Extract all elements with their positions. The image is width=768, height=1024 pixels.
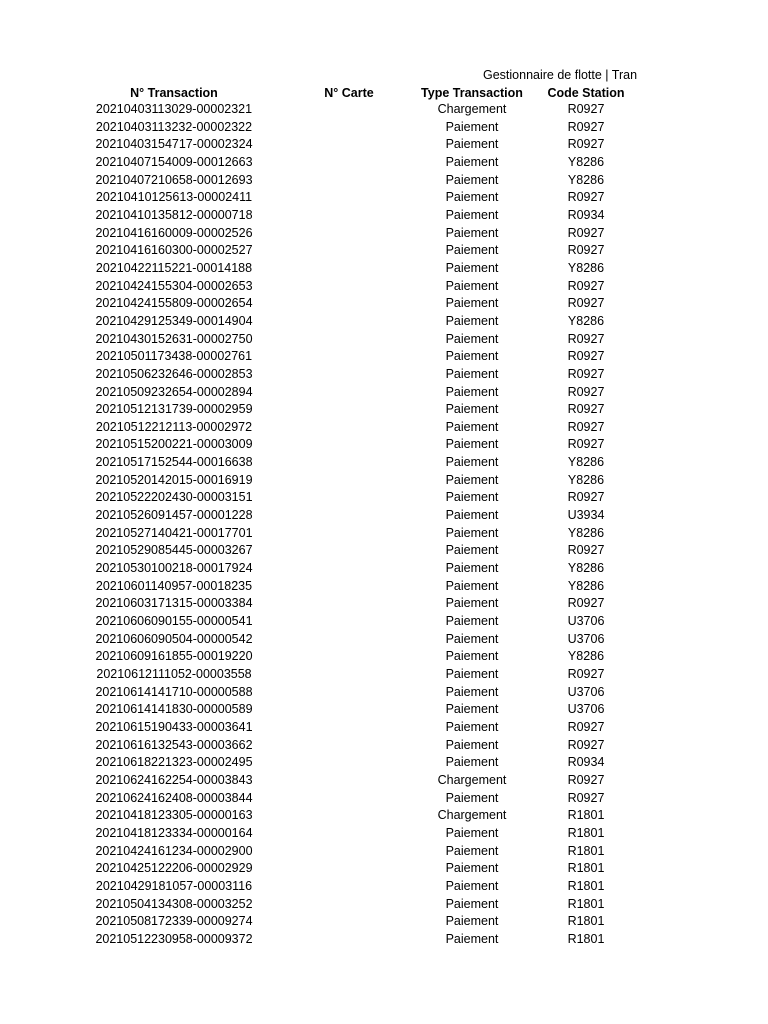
station-code-cell[interactable]: U3706 xyxy=(567,702,605,717)
station-code-cell[interactable]: U3934 xyxy=(567,508,605,523)
transaction-type-cell[interactable]: Paiement xyxy=(445,508,499,523)
transaction-type-cell[interactable]: Chargement xyxy=(437,808,507,823)
station-code-cell[interactable]: R0927 xyxy=(567,402,605,417)
transaction-number-cell[interactable]: 20210416160300-00002527 xyxy=(95,243,253,258)
card-number-cell[interactable] xyxy=(290,348,408,366)
transaction-number-cell[interactable]: 20210601140957-00018235 xyxy=(95,578,253,593)
transaction-type-cell[interactable]: Paiement xyxy=(445,543,499,558)
table-row xyxy=(0,878,768,896)
transaction-number-cell[interactable]: 20210508172339-00009274 xyxy=(95,914,253,929)
station-code-cell[interactable]: R0927 xyxy=(567,772,605,787)
table-row xyxy=(0,295,768,313)
transaction-number-cell[interactable]: 20210614141710-00000588 xyxy=(95,684,253,699)
transaction-type-cell[interactable]: Paiement xyxy=(445,878,499,893)
table-row xyxy=(0,931,768,949)
card-number-cell[interactable] xyxy=(290,595,408,613)
transaction-type-cell[interactable]: Paiement xyxy=(445,154,499,169)
transaction-rows xyxy=(0,101,768,949)
table-row xyxy=(0,313,768,331)
transaction-type-cell[interactable]: Paiement xyxy=(445,137,499,152)
transaction-number-cell[interactable]: 20210527140421-00017701 xyxy=(95,525,253,540)
card-number-cell[interactable] xyxy=(290,225,408,243)
station-code-cell[interactable]: U3706 xyxy=(567,631,605,646)
table-row xyxy=(0,384,768,402)
table-row xyxy=(0,278,768,296)
transaction-number-cell[interactable]: 20210416160009-00002526 xyxy=(95,225,253,240)
transaction-number-cell[interactable]: 20210624162254-00003843 xyxy=(95,772,253,787)
station-code-cell[interactable]: R1801 xyxy=(567,931,605,946)
table-row xyxy=(0,419,768,437)
transaction-type-cell[interactable]: Paiement xyxy=(445,561,499,576)
transaction-type-cell[interactable]: Paiement xyxy=(445,790,499,805)
table-row xyxy=(0,366,768,384)
station-code-cell[interactable]: R0927 xyxy=(567,225,605,240)
transaction-number-cell[interactable]: 20210603171315-00003384 xyxy=(95,596,253,611)
table-row xyxy=(0,631,768,649)
card-number-cell[interactable] xyxy=(290,719,408,737)
card-number-cell[interactable] xyxy=(290,754,408,772)
table-row xyxy=(0,684,768,702)
transaction-type-cell[interactable]: Paiement xyxy=(445,843,499,858)
transaction-number-cell[interactable]: 20210512212113-00002972 xyxy=(95,419,253,434)
card-number-cell[interactable] xyxy=(290,631,408,649)
station-code-cell[interactable]: Y8286 xyxy=(567,472,605,487)
table-row xyxy=(0,119,768,137)
transaction-type-cell[interactable]: Paiement xyxy=(445,667,499,681)
header-card-number[interactable]: N° Carte xyxy=(324,86,374,100)
transaction-number-cell[interactable]: 20210407210658-00012693 xyxy=(95,172,253,187)
transaction-number-cell[interactable]: 20210504134308-00003252 xyxy=(95,896,253,911)
card-number-cell[interactable] xyxy=(290,843,408,861)
transaction-number-cell[interactable]: 20210618221323-00002495 xyxy=(95,755,253,770)
transaction-number-cell[interactable]: 20210609161855-00019220 xyxy=(95,649,253,664)
transaction-number-cell[interactable]: 20210407154009-00012663 xyxy=(95,154,253,169)
transaction-number-cell[interactable]: 20210403113232-00002322 xyxy=(95,119,253,134)
station-code-cell[interactable]: U3706 xyxy=(567,684,605,699)
station-code-cell[interactable]: R1801 xyxy=(567,914,605,929)
card-number-cell[interactable] xyxy=(290,331,408,349)
transaction-number-cell[interactable]: 20210529085445-00003267 xyxy=(95,543,253,558)
transaction-type-cell[interactable]: Paiement xyxy=(445,455,499,470)
table-header xyxy=(0,84,768,102)
card-number-cell[interactable] xyxy=(290,242,408,260)
transaction-type-cell[interactable]: Paiement xyxy=(445,596,499,611)
transaction-type-cell[interactable]: Paiement xyxy=(445,931,499,946)
transaction-type-cell[interactable]: Paiement xyxy=(445,349,499,364)
transaction-type-cell[interactable]: Paiement xyxy=(445,366,499,381)
station-code-cell[interactable]: R0927 xyxy=(567,790,605,805)
table-row xyxy=(0,489,768,507)
card-number-cell[interactable] xyxy=(290,896,408,914)
transaction-number-cell[interactable]: 20210606090155-00000541 xyxy=(95,614,253,629)
card-number-cell[interactable] xyxy=(290,119,408,137)
transaction-type-cell[interactable]: Paiement xyxy=(445,825,499,840)
transaction-number-cell[interactable]: 20210606090504-00000542 xyxy=(95,631,253,646)
card-number-cell[interactable] xyxy=(290,472,408,490)
station-code-cell[interactable]: Y8286 xyxy=(567,525,605,540)
table-row xyxy=(0,754,768,772)
station-code-cell[interactable]: R0927 xyxy=(567,437,605,452)
card-number-cell[interactable] xyxy=(290,684,408,702)
transaction-number-cell[interactable]: 20210430152631-00002750 xyxy=(95,331,253,346)
table-row xyxy=(0,189,768,207)
table-row xyxy=(0,207,768,225)
table-row xyxy=(0,790,768,808)
table-row xyxy=(0,101,768,119)
station-code-cell[interactable]: R1801 xyxy=(567,878,605,893)
card-number-cell[interactable] xyxy=(290,507,408,525)
table-row xyxy=(0,666,768,684)
card-number-cell[interactable] xyxy=(290,101,408,119)
table-row xyxy=(0,613,768,631)
card-number-cell[interactable] xyxy=(290,136,408,154)
station-code-cell[interactable]: R0927 xyxy=(567,419,605,434)
station-code-cell[interactable]: Y8286 xyxy=(567,313,605,328)
table-row xyxy=(0,701,768,719)
transaction-number-cell[interactable]: 20210526091457-00001228 xyxy=(95,508,253,523)
transaction-number-cell[interactable]: 20210410135812-00000718 xyxy=(95,207,253,222)
transaction-number-cell[interactable]: 20210530100218-00017924 xyxy=(95,561,253,576)
transaction-type-cell[interactable]: Paiement xyxy=(445,525,499,540)
table-row xyxy=(0,825,768,843)
table-row xyxy=(0,331,768,349)
card-number-cell[interactable] xyxy=(290,613,408,631)
card-number-cell[interactable] xyxy=(290,489,408,507)
transaction-type-cell[interactable]: Paiement xyxy=(445,172,499,187)
card-number-cell[interactable] xyxy=(290,172,408,190)
transaction-type-cell[interactable]: Paiement xyxy=(445,331,499,346)
station-code-cell[interactable]: R0927 xyxy=(567,102,605,116)
station-code-cell[interactable]: R0927 xyxy=(567,331,605,346)
table-row xyxy=(0,436,768,454)
table-row xyxy=(0,136,768,154)
card-number-cell[interactable] xyxy=(290,913,408,931)
station-code-cell[interactable]: R0927 xyxy=(567,737,605,752)
card-number-cell[interactable] xyxy=(290,419,408,437)
table-row xyxy=(0,719,768,737)
transaction-number-cell[interactable]: 20210512131739-00002959 xyxy=(95,402,253,417)
station-code-cell[interactable]: R0927 xyxy=(567,137,605,152)
card-number-cell[interactable] xyxy=(290,454,408,472)
transaction-number-cell[interactable]: 20210522202430-00003151 xyxy=(95,490,253,505)
table-row xyxy=(0,560,768,578)
report-title: Gestionnaire de flotte | Tran xyxy=(483,68,638,82)
transaction-type-cell[interactable]: Paiement xyxy=(445,684,499,699)
station-code-cell[interactable]: R0927 xyxy=(567,278,605,293)
table-row xyxy=(0,242,768,260)
card-number-cell[interactable] xyxy=(290,790,408,808)
table-row xyxy=(0,260,768,278)
header-transaction-type[interactable]: Type Transaction xyxy=(421,86,523,100)
transaction-type-cell[interactable]: Chargement xyxy=(437,772,507,787)
transaction-number-cell[interactable]: 20210403154717-00002324 xyxy=(95,137,253,152)
card-number-cell[interactable] xyxy=(290,207,408,225)
table-row xyxy=(0,525,768,543)
header-transaction-number[interactable]: N° Transaction xyxy=(130,86,218,100)
transaction-type-cell[interactable]: Paiement xyxy=(445,631,499,646)
station-code-cell[interactable]: R0927 xyxy=(567,596,605,611)
transaction-number-cell[interactable]: 20210614141830-00000589 xyxy=(95,702,253,717)
transaction-type-cell[interactable]: Paiement xyxy=(445,313,499,328)
transaction-type-cell[interactable]: Paiement xyxy=(445,614,499,629)
station-code-cell[interactable]: Y8286 xyxy=(567,260,605,275)
card-number-cell[interactable] xyxy=(290,436,408,454)
table-row xyxy=(0,843,768,861)
transaction-type-cell[interactable]: Paiement xyxy=(445,207,499,222)
station-code-cell[interactable]: R0927 xyxy=(567,190,605,205)
station-code-cell[interactable]: R1801 xyxy=(567,843,605,858)
transaction-type-cell[interactable]: Paiement xyxy=(445,755,499,770)
card-number-cell[interactable] xyxy=(290,560,408,578)
station-code-cell[interactable]: R1801 xyxy=(567,896,605,911)
card-number-cell[interactable] xyxy=(290,295,408,313)
station-code-cell[interactable]: Y8286 xyxy=(567,154,605,169)
transaction-type-cell[interactable]: Paiement xyxy=(445,649,499,664)
card-number-cell[interactable] xyxy=(290,525,408,543)
station-code-cell[interactable]: R1801 xyxy=(567,861,605,876)
transaction-type-cell[interactable]: Paiement xyxy=(445,719,499,734)
table-row xyxy=(0,172,768,190)
transaction-type-cell[interactable]: Paiement xyxy=(445,702,499,717)
table-row xyxy=(0,737,768,755)
transaction-number-cell[interactable]: 20210424155809-00002654 xyxy=(95,296,253,311)
transaction-number-cell[interactable]: 20210422115221-00014188 xyxy=(95,260,253,275)
transaction-number-cell[interactable]: 20210424161234-00002900 xyxy=(95,843,253,858)
card-number-cell[interactable] xyxy=(290,878,408,896)
table-row xyxy=(0,542,768,560)
card-number-cell[interactable] xyxy=(290,313,408,331)
card-number-cell[interactable] xyxy=(290,260,408,278)
transaction-number-cell[interactable]: 20210612111052-00003558 xyxy=(96,667,252,681)
station-code-cell[interactable]: R1801 xyxy=(567,825,605,840)
station-code-cell[interactable]: R0927 xyxy=(567,296,605,311)
table-row xyxy=(0,807,768,825)
station-code-cell[interactable]: R0927 xyxy=(567,490,605,505)
table-row xyxy=(0,154,768,172)
transaction-number-cell[interactable]: 20210624162408-00003844 xyxy=(95,790,253,805)
table-row xyxy=(0,225,768,243)
card-number-cell[interactable] xyxy=(290,737,408,755)
station-code-cell[interactable]: U3706 xyxy=(567,614,605,629)
table-row xyxy=(0,348,768,366)
transaction-number-cell[interactable]: 20210506232646-00002853 xyxy=(95,366,253,381)
transaction-number-cell[interactable]: 20210418123305-00000163 xyxy=(95,808,253,823)
transaction-number-cell[interactable]: 20210429125349-00014904 xyxy=(95,313,253,328)
transaction-number-cell[interactable]: 20210501173438-00002761 xyxy=(95,349,253,364)
card-number-cell[interactable] xyxy=(290,578,408,596)
transaction-number-cell[interactable]: 20210517152544-00016638 xyxy=(95,455,253,470)
station-code-cell[interactable]: R0927 xyxy=(567,349,605,364)
station-code-cell[interactable]: Y8286 xyxy=(567,649,605,664)
transaction-number-cell[interactable]: 20210512230958-00009372 xyxy=(95,931,253,946)
card-number-cell[interactable] xyxy=(290,807,408,825)
table-row xyxy=(0,401,768,419)
card-number-cell[interactable] xyxy=(290,384,408,402)
transaction-type-cell[interactable]: Paiement xyxy=(445,490,499,505)
station-code-cell[interactable]: Y8286 xyxy=(567,561,605,576)
transaction-type-cell[interactable]: Paiement xyxy=(445,737,499,752)
transaction-number-cell[interactable]: 20210616132543-00003662 xyxy=(95,737,253,752)
transaction-type-cell[interactable]: Paiement xyxy=(445,243,499,258)
station-code-cell[interactable]: R0927 xyxy=(567,366,605,381)
station-code-cell[interactable]: R0927 xyxy=(567,119,605,134)
table-row xyxy=(0,595,768,613)
transaction-type-cell[interactable]: Paiement xyxy=(445,578,499,593)
transaction-number-cell[interactable]: 20210515200221-00003009 xyxy=(95,437,253,452)
station-code-cell[interactable]: R0927 xyxy=(567,243,605,258)
table-row xyxy=(0,472,768,490)
station-code-cell[interactable]: Y8286 xyxy=(567,578,605,593)
transaction-number-cell[interactable]: 20210418123334-00000164 xyxy=(95,825,253,840)
card-number-cell[interactable] xyxy=(290,401,408,419)
transaction-number-cell[interactable]: 20210509232654-00002894 xyxy=(95,384,253,399)
transaction-type-cell[interactable]: Paiement xyxy=(445,402,499,417)
transaction-type-cell[interactable]: Paiement xyxy=(445,896,499,911)
station-code-cell[interactable]: Y8286 xyxy=(567,172,605,187)
station-code-cell[interactable]: R1801 xyxy=(567,808,605,823)
station-code-cell[interactable]: R0934 xyxy=(567,755,605,770)
table-row xyxy=(0,648,768,666)
card-number-cell[interactable] xyxy=(290,278,408,296)
transaction-number-cell[interactable]: 20210403113029-00002321 xyxy=(95,102,253,116)
table-row xyxy=(0,454,768,472)
card-number-cell[interactable] xyxy=(290,701,408,719)
card-number-cell[interactable] xyxy=(290,542,408,560)
station-code-cell[interactable]: R0927 xyxy=(567,719,605,734)
card-number-cell[interactable] xyxy=(290,825,408,843)
transaction-number-cell[interactable]: 20210424155304-00002653 xyxy=(95,278,253,293)
station-code-cell[interactable]: R0927 xyxy=(567,543,605,558)
station-code-cell[interactable]: R0927 xyxy=(567,384,605,399)
table-row xyxy=(0,896,768,914)
card-number-cell[interactable] xyxy=(290,648,408,666)
transaction-type-cell[interactable]: Paiement xyxy=(445,119,499,134)
table-row xyxy=(0,913,768,931)
transaction-type-cell[interactable]: Paiement xyxy=(445,419,499,434)
card-number-cell[interactable] xyxy=(290,931,408,949)
card-number-cell[interactable] xyxy=(290,772,408,790)
transaction-type-cell[interactable]: Paiement xyxy=(445,861,499,876)
table-row xyxy=(0,578,768,596)
card-number-cell[interactable] xyxy=(290,666,408,684)
transaction-type-cell[interactable]: Paiement xyxy=(445,278,499,293)
transaction-type-cell[interactable]: Paiement xyxy=(445,225,499,240)
station-code-cell[interactable]: R0927 xyxy=(567,667,605,681)
table-row xyxy=(0,860,768,878)
transaction-number-cell[interactable]: 20210520142015-00016919 xyxy=(95,472,253,487)
transaction-type-cell[interactable]: Paiement xyxy=(445,384,499,399)
transaction-type-cell[interactable]: Paiement xyxy=(445,190,499,205)
transaction-number-cell[interactable]: 20210410125613-00002411 xyxy=(95,190,253,205)
card-number-cell[interactable] xyxy=(290,189,408,207)
station-code-cell[interactable]: R0934 xyxy=(567,207,605,222)
transaction-number-cell[interactable]: 20210429181057-00003116 xyxy=(95,878,253,893)
transaction-type-cell[interactable]: Paiement xyxy=(445,472,499,487)
transaction-type-cell[interactable]: Paiement xyxy=(445,296,499,311)
transaction-number-cell[interactable]: 20210615190433-00003641 xyxy=(95,719,253,734)
table-row xyxy=(0,772,768,790)
transaction-type-cell[interactable]: Paiement xyxy=(445,260,499,275)
transaction-type-cell[interactable]: Chargement xyxy=(437,102,507,116)
transaction-number-cell[interactable]: 20210425122206-00002929 xyxy=(95,861,253,876)
card-number-cell[interactable] xyxy=(290,366,408,384)
transaction-type-cell[interactable]: Paiement xyxy=(445,914,499,929)
table-row xyxy=(0,507,768,525)
header-station-code[interactable]: Code Station xyxy=(547,86,625,100)
card-number-cell[interactable] xyxy=(290,860,408,878)
station-code-cell[interactable]: Y8286 xyxy=(567,455,605,470)
transaction-type-cell[interactable]: Paiement xyxy=(445,437,499,452)
card-number-cell[interactable] xyxy=(290,154,408,172)
